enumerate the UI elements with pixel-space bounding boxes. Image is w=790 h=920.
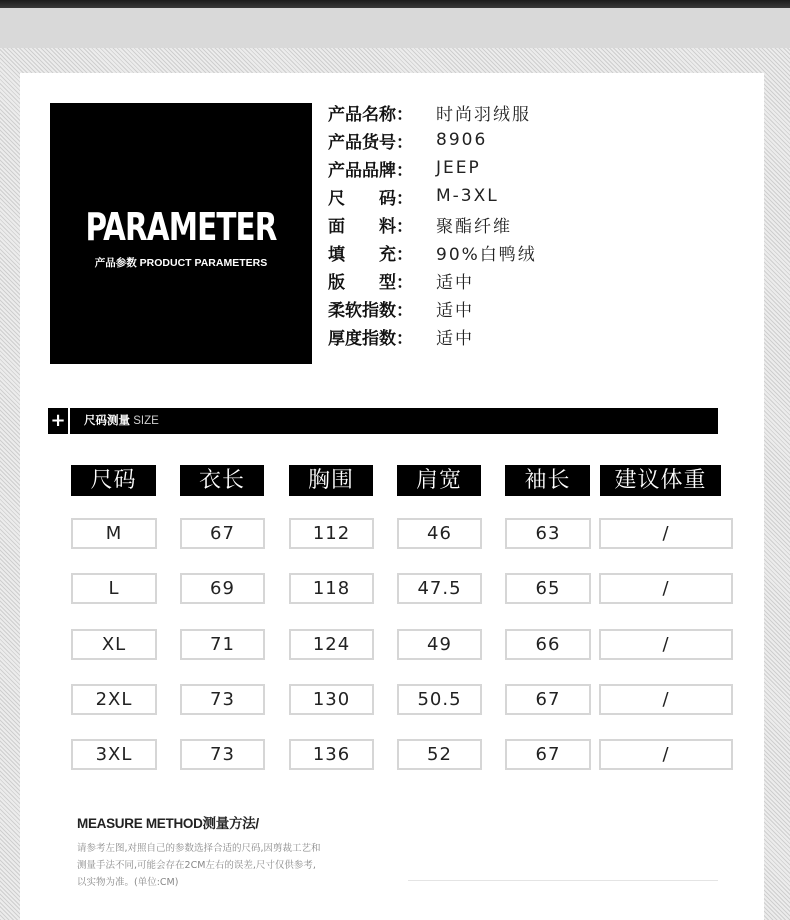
info-value: 8906 [436, 130, 488, 150]
table-cell-shoulder: 47.5 [397, 573, 482, 604]
table-cell-shoulder: 46 [397, 518, 482, 549]
parameter-title: PARAMETER [85, 205, 277, 249]
product-info-list [328, 98, 537, 350]
table-cell-weight: / [599, 518, 733, 549]
table-cell-size: XL [71, 629, 157, 660]
parameter-subtitle: 产品参数 PRODUCT PARAMETERS [94, 257, 268, 269]
header-shoulder: 肩宽 [397, 465, 481, 496]
info-row-name [328, 98, 537, 126]
info-value: 聚酯纤维 [436, 216, 512, 237]
info-value: 适中 [436, 272, 474, 293]
table-cell-chest: 118 [289, 573, 374, 604]
info-row-thickness [328, 322, 537, 350]
table-cell-weight: / [599, 629, 733, 660]
table-cell-length: 73 [180, 739, 265, 770]
table-cell-size: 2XL [71, 684, 157, 715]
table-cell-sleeve: 67 [505, 684, 591, 715]
table-cell-length: 71 [180, 629, 265, 660]
info-value: 适中 [436, 300, 474, 321]
measure-method-title: MEASURE METHOD测量方法/ [77, 816, 259, 831]
table-cell-weight: / [599, 739, 733, 770]
info-key: 产品品牌： [328, 160, 413, 181]
header-weight: 建议体重 [600, 465, 721, 496]
info-key: 厚度指数： [328, 328, 413, 349]
plus-icon: + [48, 408, 68, 434]
table-cell-shoulder: 52 [397, 739, 482, 770]
table-cell-sleeve: 67 [505, 739, 591, 770]
table-cell-chest: 130 [289, 684, 374, 715]
info-key: 尺 码： [328, 188, 413, 209]
measure-line-1: 请参考左图,对照自己的参数选择合适的尺码,因剪裁工艺和 [77, 843, 321, 854]
header-length: 衣长 [180, 465, 264, 496]
info-key: 版 型： [328, 272, 413, 293]
table-cell-chest: 124 [289, 629, 374, 660]
info-value: 时尚羽绒服 [436, 104, 531, 125]
header-sleeve: 袖长 [505, 465, 590, 496]
info-value: 90%白鸭绒 [436, 244, 537, 265]
info-key: 产品名称： [328, 104, 413, 125]
divider-line [408, 880, 718, 881]
size-label-cn: 尺码测量 [84, 415, 130, 427]
size-label-en: SIZE [133, 415, 159, 427]
table-cell-sleeve: 63 [505, 518, 591, 549]
info-key: 填 充： [328, 244, 413, 265]
header-size: 尺码 [71, 465, 156, 496]
info-key: 面 料： [328, 216, 413, 237]
table-cell-length: 67 [180, 518, 265, 549]
size-section-bar [70, 408, 718, 434]
table-cell-size: M [71, 518, 157, 549]
table-cell-length: 69 [180, 573, 265, 604]
info-row-size [328, 182, 537, 210]
info-row-fit [328, 266, 537, 294]
info-row-filling [328, 238, 537, 266]
parameter-panel [50, 103, 312, 364]
info-value: M-3XL [436, 186, 499, 206]
measure-line-2: 测量手法不同,可能会存在2CM左右的误差,尺寸仅供参考, [77, 860, 316, 871]
table-cell-chest: 136 [289, 739, 374, 770]
table-cell-length: 73 [180, 684, 265, 715]
table-cell-chest: 112 [289, 518, 374, 549]
table-cell-weight: / [599, 573, 733, 604]
table-cell-size: L [71, 573, 157, 604]
info-value: 适中 [436, 328, 474, 349]
table-cell-shoulder: 50.5 [397, 684, 482, 715]
table-cell-size: 3XL [71, 739, 157, 770]
info-row-sku [328, 126, 537, 154]
info-row-brand [328, 154, 537, 182]
info-key: 产品货号： [328, 132, 413, 153]
info-row-softness [328, 294, 537, 322]
info-key: 柔软指数： [328, 300, 413, 321]
header-chest: 胸围 [289, 465, 373, 496]
measure-line-3: 以实物为准。(单位:CM) [77, 877, 179, 888]
top-banner-edge [0, 0, 790, 8]
size-section-label [84, 408, 159, 434]
table-cell-shoulder: 49 [397, 629, 482, 660]
measure-method-text [77, 840, 387, 891]
table-cell-sleeve: 66 [505, 629, 591, 660]
table-cell-sleeve: 65 [505, 573, 591, 604]
info-value: JEEP [436, 158, 481, 178]
table-cell-weight: / [599, 684, 733, 715]
info-row-fabric [328, 210, 537, 238]
